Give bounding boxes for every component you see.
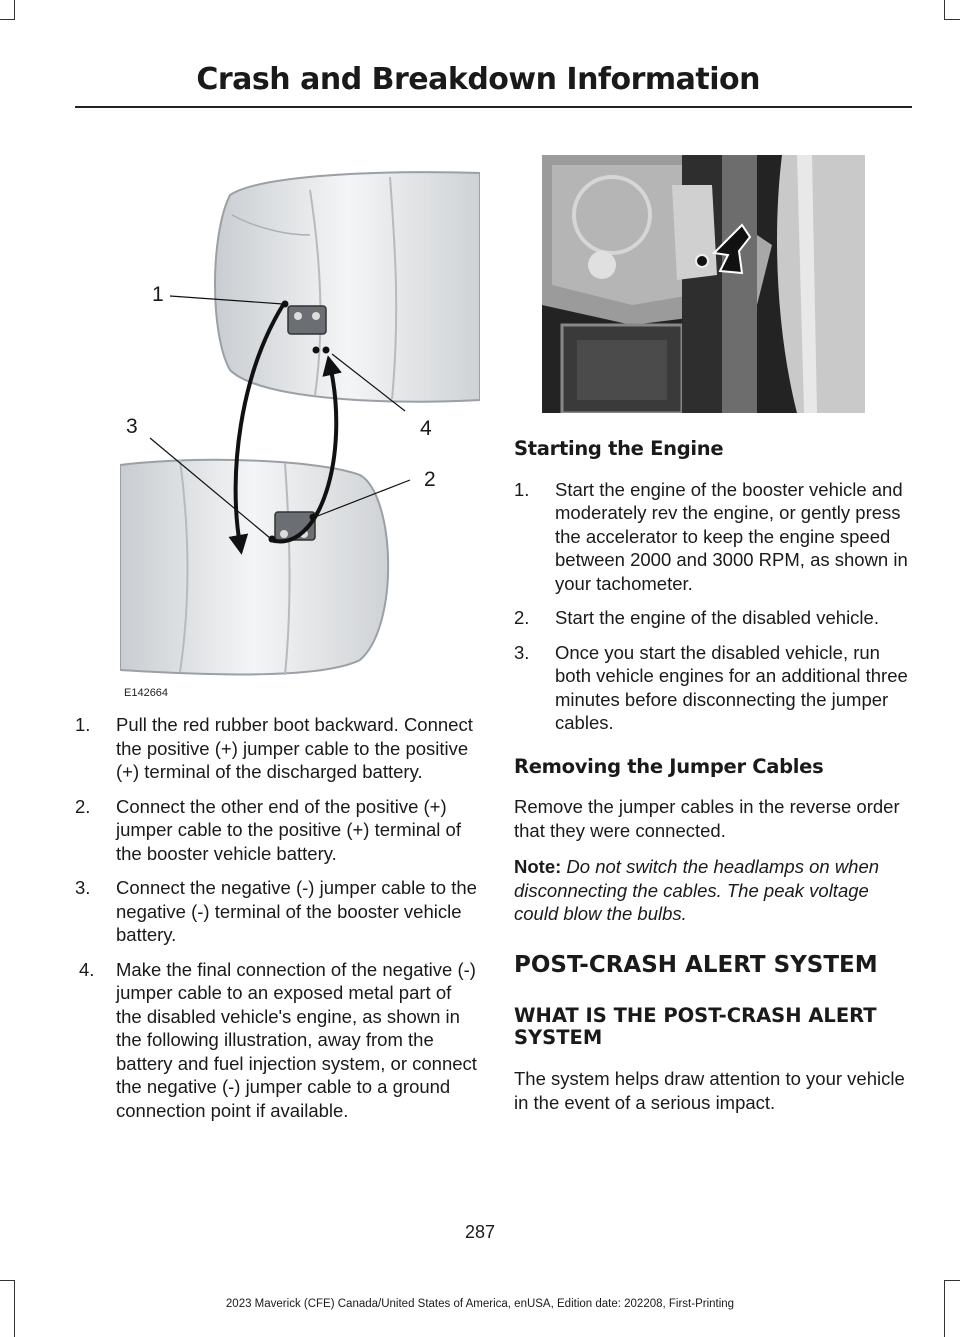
jump-start-diagram <box>120 155 480 685</box>
engine-ground-photo <box>542 155 865 413</box>
list-item: 1. Pull the red rubber boot backward. Connect the positive (+) jumper cable to the positive (+) terminal of the discharged battery. <box>75 714 473 782</box>
crop-mark <box>14 0 15 20</box>
post-crash-text: The system helps draw attention to your vehicle in the event of a serious impact. <box>514 1068 905 1113</box>
list-item: 1. Start the engine of the booster vehicle and moderately rev the engine, or gently press the accelerator to keep the engine speed between 2000 and 3000 RPM, as shown in your tachometer. <box>514 478 908 594</box>
callout-3: 3 <box>126 415 138 438</box>
crop-mark <box>0 1280 15 1281</box>
booster-car <box>120 460 388 675</box>
list-item: 2. Start the engine of the disabled vehicle. <box>514 607 879 628</box>
crop-mark <box>945 19 960 20</box>
note-label: Note: <box>514 856 562 877</box>
crop-mark <box>0 19 15 20</box>
note-text: Do not switch the headlamps on when disconnecting the cables. The peak voltage could blow the bulbs. <box>514 856 880 924</box>
post-crash-heading: POST-CRASH ALERT SYSTEM <box>514 951 878 978</box>
list-item: 3. Once you start the disabled vehicle, run both vehicle engines for an additional three minutes before disconnecting the jumper cables. <box>514 641 908 733</box>
list-item: 3. Connect the negative (-) jumper cable to the negative (-) terminal of the booster vehicle battery. <box>75 877 477 945</box>
callout-4: 4 <box>420 417 432 440</box>
right-column <box>514 437 914 1127</box>
removing-cables-heading: Removing the Jumper Cables <box>514 754 824 778</box>
callout-1: 1 <box>152 283 164 306</box>
connect-steps-list <box>75 713 480 1122</box>
connect-steps-column <box>75 713 480 1133</box>
header-rule <box>75 106 912 108</box>
post-crash-subheading: WHAT IS THE POST-CRASH ALERT SYSTEM <box>514 1004 877 1049</box>
note-paragraph <box>514 855 914 926</box>
disabled-battery-icon <box>288 306 326 334</box>
crop-mark <box>944 0 945 20</box>
list-item: 2. Connect the other end of the positive (+) jumper cable to the positive (+) terminal of the booster vehicle battery. <box>75 795 461 864</box>
figure-code: E142664 <box>124 687 169 699</box>
page-number: 287 <box>464 1222 496 1242</box>
engine-bay-illustration <box>542 155 865 413</box>
starting-engine-heading: Starting the Engine <box>514 437 724 460</box>
page-title: Crash and Breakdown Information <box>196 62 760 97</box>
page-footer: 2023 Maverick (CFE) Canada/United States of America, enUSA, Edition date: 202208, First-Printing <box>225 1298 735 1310</box>
callout-2: 2 <box>424 468 436 491</box>
crop-mark <box>945 1280 960 1281</box>
list-item: 4. Make the final connection of the negative (-) jumper cable to an exposed metal part of the disabled vehicle's engine, as shown in the following illustration, away from the battery and fuel injection system, or connect the negative (-) jumper cable to a ground connection point if available. <box>79 958 477 1121</box>
starting-steps-list <box>514 478 914 735</box>
removing-cables-text: Remove the jumper cables in the reverse order that they were connected. <box>514 796 900 841</box>
